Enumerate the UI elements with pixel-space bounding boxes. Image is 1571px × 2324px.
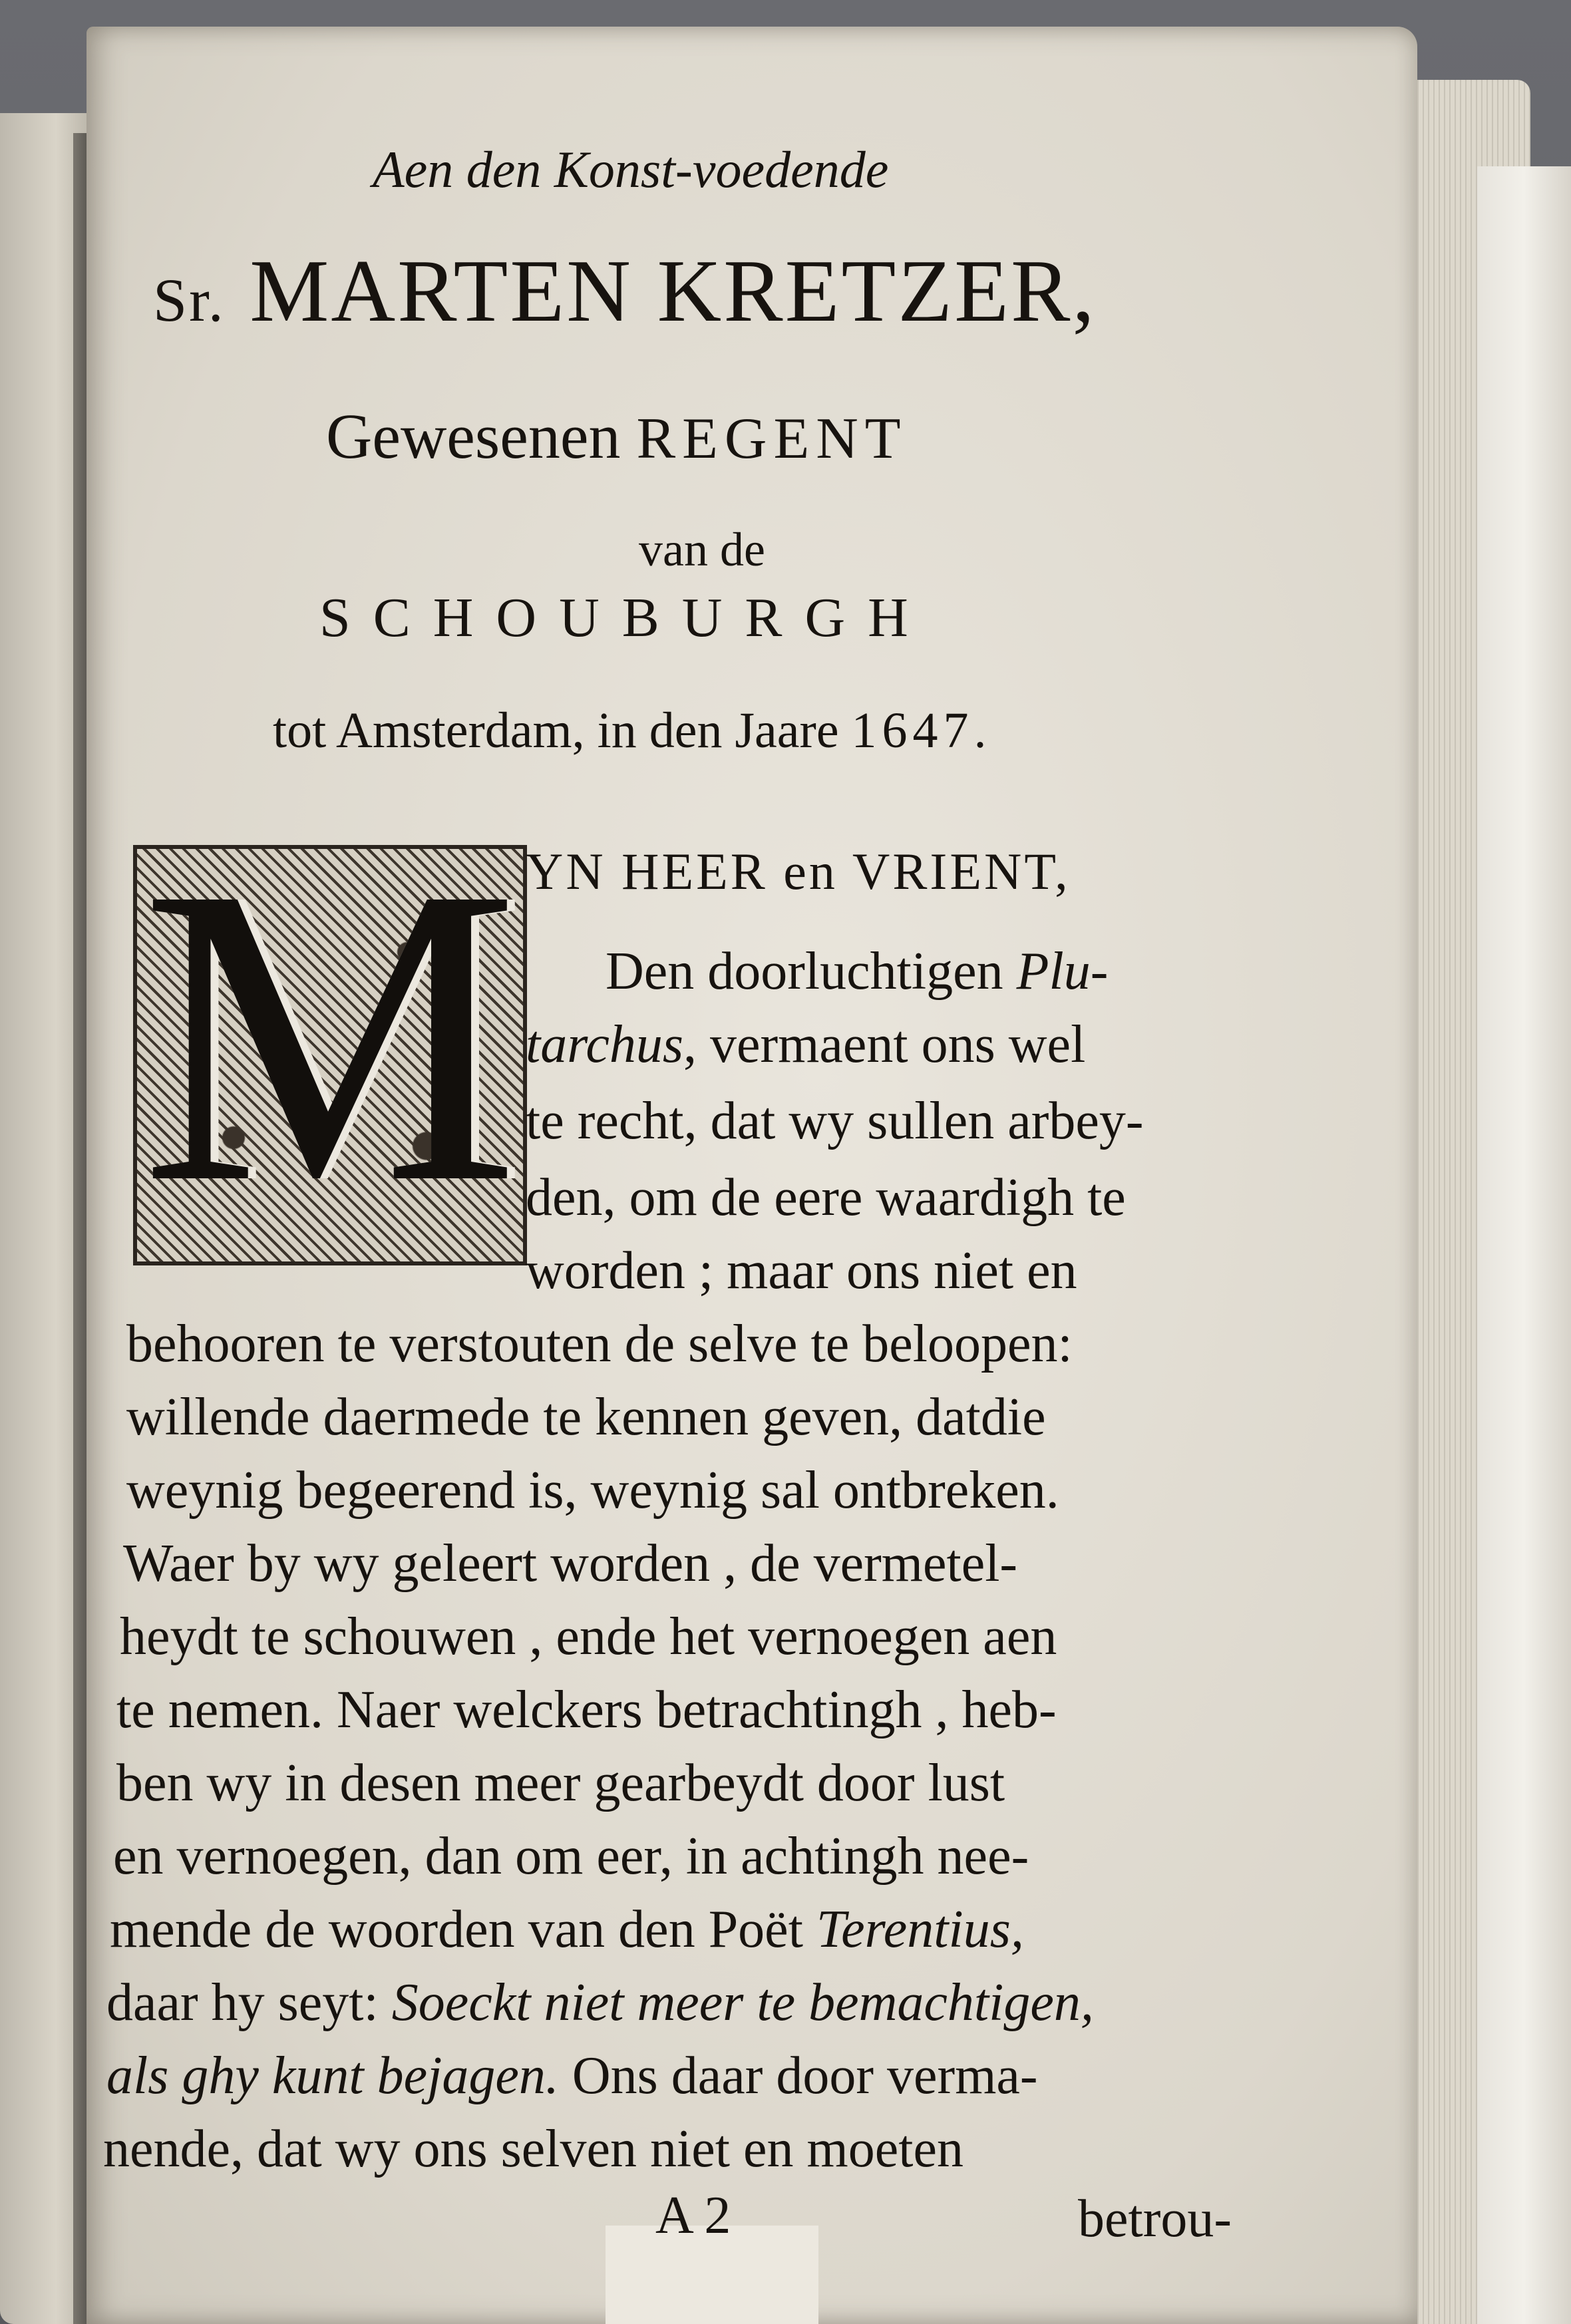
body-line-5: worden ; maar ons niet en — [526, 1242, 1077, 1300]
body-line-12: ben wy in desen meer gearbeydt door lust — [116, 1754, 1005, 1812]
body-line-3: te recht, dat wy sullen arbey- — [526, 1092, 1144, 1150]
body-line-1a: Den doorluchtigen — [606, 942, 1017, 1001]
dedication-line-1: Aen den Konst-voedende — [373, 140, 889, 198]
body-line-6: behooren te verstouten de selve te beloopen: — [126, 1315, 1073, 1373]
title-prefix: Sr. — [153, 266, 226, 334]
dedication-title — [153, 240, 1097, 342]
signature-mark: A 2 — [655, 2186, 731, 2245]
dedication-line-3 — [326, 399, 908, 473]
body-line-14b: Terentius, — [816, 1900, 1024, 1959]
body-line-17: nende, dat wy ons selven niet en moeten — [103, 2120, 963, 2178]
body-line-15 — [106, 1973, 1094, 2033]
body-line-8: weynig begeerend is, weynig sal ontbreken. — [126, 1461, 1059, 1520]
body-line-4: den, om de eere waardigh te — [526, 1168, 1126, 1227]
body-line-9: Waer by wy geleert worden , de vermetel- — [123, 1534, 1018, 1593]
body-line-14 — [110, 1900, 1024, 1960]
title-name: MARTEN KRETZER, — [250, 242, 1097, 340]
salutation: YN HEER en VRIENT, — [526, 842, 1071, 900]
initial-letter: M — [140, 800, 520, 1271]
dedication-line-4: van de — [639, 523, 765, 576]
body-line-16 — [106, 2046, 1038, 2106]
body-line-14a: mende de woorden van den Poët — [110, 1900, 816, 1959]
body-line-15b: Soeckt niet meer te bemachtigen, — [391, 1973, 1094, 2032]
body-line-2a: tarchus — [526, 1015, 684, 1074]
body-line-2 — [526, 1015, 1085, 1075]
body-line-15a: daar hy seyt: — [106, 1973, 392, 2032]
body-line-1b: Plu- — [1016, 942, 1109, 1001]
body-line-1 — [606, 941, 1108, 1002]
line6-a: tot Amsterdam, in den Jaare — [273, 703, 839, 758]
catchword: betrou- — [1078, 2190, 1232, 2248]
body-line-2b: , vermaent ons wel — [683, 1015, 1086, 1074]
dedication-line-5: SCHOUBURGH — [319, 587, 931, 649]
line3-a: Gewesenen — [326, 401, 621, 472]
decorated-initial — [133, 800, 527, 1271]
loose-leaf — [1477, 166, 1571, 2324]
body-line-16a: als ghy kunt bejagen. — [106, 2047, 559, 2105]
body-line-10: heydt te schouwen , ende het vernoegen aen — [120, 1607, 1057, 1666]
dedication-line-6 — [273, 702, 992, 760]
body-line-11: te nemen. Naer welckers betrachtingh , heb- — [116, 1681, 1057, 1739]
body-line-7: willende daermede te kennen geven, datdie — [126, 1388, 1046, 1446]
body-line-13: en vernoegen, dan om eer, in achtingh nee- — [113, 1827, 1029, 1886]
body-line-16b: Ons daar door verma- — [558, 2047, 1038, 2105]
line3-b: REGENT — [636, 407, 908, 471]
year: 1647. — [851, 703, 992, 758]
